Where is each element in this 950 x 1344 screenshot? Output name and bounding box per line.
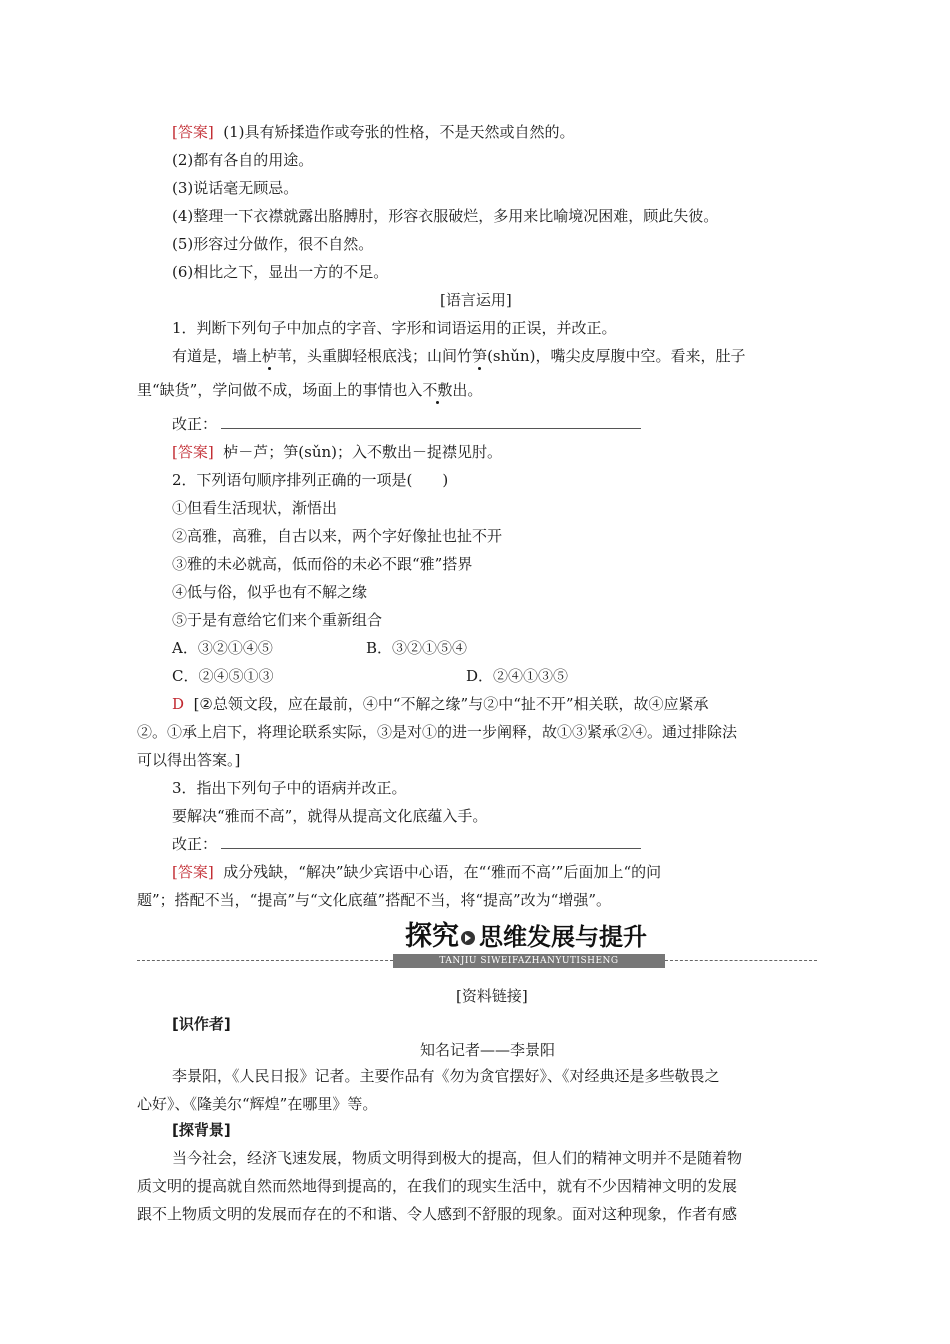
question-1-fix-line bbox=[172, 413, 852, 435]
sentence-item: ①但看生活现状，渐悟出 bbox=[172, 499, 338, 517]
author-title: 知名记者——李景阳 bbox=[420, 1041, 556, 1059]
answer-line-1 bbox=[172, 121, 852, 143]
sentence-item: ⑤于是有意给它们来个重新组合 bbox=[172, 611, 383, 629]
background-line-2: 质文明的提高就自然而然地得到提高的，在我们的现实生活中，就有不少因精神文明的发展 bbox=[137, 1177, 738, 1195]
option-c: C．②④⑤①③ bbox=[172, 667, 274, 685]
question-2-explain-line-2: ②。①承上启下，将理论联系实际，③是对①的进一步阐释，故①③紧承②④。通过排除法 bbox=[137, 723, 738, 741]
sentence-item: ④低与俗，似乎也有不解之缘 bbox=[172, 583, 368, 601]
divider-right bbox=[665, 960, 817, 961]
section-heading-material: [资料链接] bbox=[456, 987, 528, 1005]
author-heading: [识作者] bbox=[172, 1015, 231, 1033]
question-2-explain-line-1 bbox=[172, 693, 852, 715]
section-heading-language: [语言运用] bbox=[440, 291, 512, 309]
author-line-1: 李景阳，《人民日报》记者。主要作品有《勿为贪官摆好》、《对经典还是多些敬畏之 bbox=[172, 1067, 720, 1085]
question-1-stem: 1．判断下列句子中加点的字音、字形和词语运用的正误，并改正。 bbox=[172, 319, 617, 337]
text-span: 苇，头重脚轻根底浅；山间竹 bbox=[277, 347, 473, 365]
answer-tag: [答案] bbox=[172, 443, 214, 461]
sentence-item: ②高雅，高雅，自古以来，两个字好像扯也扯不开 bbox=[172, 527, 503, 545]
question-3-fix-line bbox=[172, 833, 852, 855]
answer-blank-line bbox=[221, 834, 641, 849]
answer-item: (2)都有各自的用途。 bbox=[172, 151, 314, 169]
question-1-text-line-2 bbox=[137, 379, 817, 401]
answer-tag: [答案] bbox=[172, 863, 214, 881]
text-span: 里“缺货”，学问做不成，场面上的事情也 bbox=[137, 381, 408, 399]
answer-tag: [答案] bbox=[172, 123, 214, 141]
divider-left bbox=[137, 960, 393, 961]
answer-item: (6)相比之下，显出一方的不足。 bbox=[172, 263, 389, 281]
text-span: (shǔn)，嘴尖皮厚腹中空。看来，肚子 bbox=[487, 347, 746, 365]
fix-label: 改正： bbox=[172, 835, 218, 853]
answer-item: (1)具有矫揉造作或夸张的性格，不是天然或自然的。 bbox=[223, 123, 575, 141]
banner-big-word: 探究 bbox=[405, 921, 459, 952]
question-3-answer-line-2: 题”；搭配不当，“提高”与“文化底蕴”搭配不当，将“提高”改为“增强”。 bbox=[137, 891, 612, 909]
sentence-item: ③雅的未必就高，低而俗的未必不跟“雅”搭界 bbox=[172, 555, 473, 573]
author-line-2: 心好》、《隆美尔“辉煌”在哪里》等。 bbox=[137, 1095, 378, 1113]
option-a: A．③②①④⑤ bbox=[172, 639, 273, 657]
section-banner bbox=[137, 918, 817, 970]
option-b: B．③②①⑤④ bbox=[366, 639, 468, 657]
text-span: 有道是，墙上 bbox=[172, 347, 263, 365]
answer-item: (4)整理一下衣襟就露出胳膊肘，形容衣服破烂，多用来比喻境况困难，顾此失彼。 bbox=[172, 207, 719, 225]
question-1-text-line-1 bbox=[172, 345, 852, 367]
background-heading: [探背景] bbox=[172, 1121, 231, 1139]
option-d: D．②④①③⑤ bbox=[466, 667, 569, 685]
question-3-answer-line-1 bbox=[172, 861, 852, 883]
play-circle-icon bbox=[461, 931, 475, 945]
explain-text: [②总领文段，应在最前，④中“不解之缘”与②中“扯不开”相关联，故④应紧承 bbox=[193, 695, 709, 713]
question-3-stem: 3．指出下列句子中的语病并改正。 bbox=[172, 779, 407, 797]
banner-subtitle: TANJIU SIWEIFAZHANYUTISHENG bbox=[393, 954, 665, 968]
fix-label: 改正： bbox=[172, 415, 218, 433]
background-line-1: 当今社会，经济飞速发展，物质文明得到极大的提高，但人们的精神文明并不是随着物 bbox=[172, 1149, 743, 1167]
question-2-explain-line-3: 可以得出答案。] bbox=[137, 751, 241, 769]
answer-item: (5)形容过分做作，很不自然。 bbox=[172, 235, 374, 253]
background-line-3: 跟不上物质文明的发展而存在的不和谐、令人感到不舒服的现象。面对这种现象，作者有感 bbox=[137, 1205, 738, 1223]
dotted-char: 笋 bbox=[472, 347, 488, 365]
question-1-answer bbox=[172, 441, 852, 463]
banner-title-text: 思维发展与提升 bbox=[479, 923, 647, 951]
answer-blank-line bbox=[221, 414, 641, 429]
question-3-sentence: 要解决“雅而不高”，就得从提高文化底蕴入手。 bbox=[172, 807, 488, 825]
text-span: 。 bbox=[467, 381, 483, 399]
question-2-stem: 2．下列语句顺序排列正确的一项是( ) bbox=[172, 471, 449, 489]
dotted-char: 栌 bbox=[262, 347, 278, 365]
answer-text: 成分残缺，“解决”缺少宾语中心语，在“‘雅而不高’”后面加上“的问 bbox=[223, 863, 662, 881]
answer-item: (3)说话毫无顾忌。 bbox=[172, 179, 299, 197]
dotted-phrase: 入不敷出 bbox=[407, 381, 468, 399]
banner-title bbox=[405, 920, 647, 954]
answer-text: 栌－芦；笋(sǔn)；入不敷出－捉襟见肘。 bbox=[223, 443, 502, 461]
answer-letter: D bbox=[172, 695, 185, 713]
